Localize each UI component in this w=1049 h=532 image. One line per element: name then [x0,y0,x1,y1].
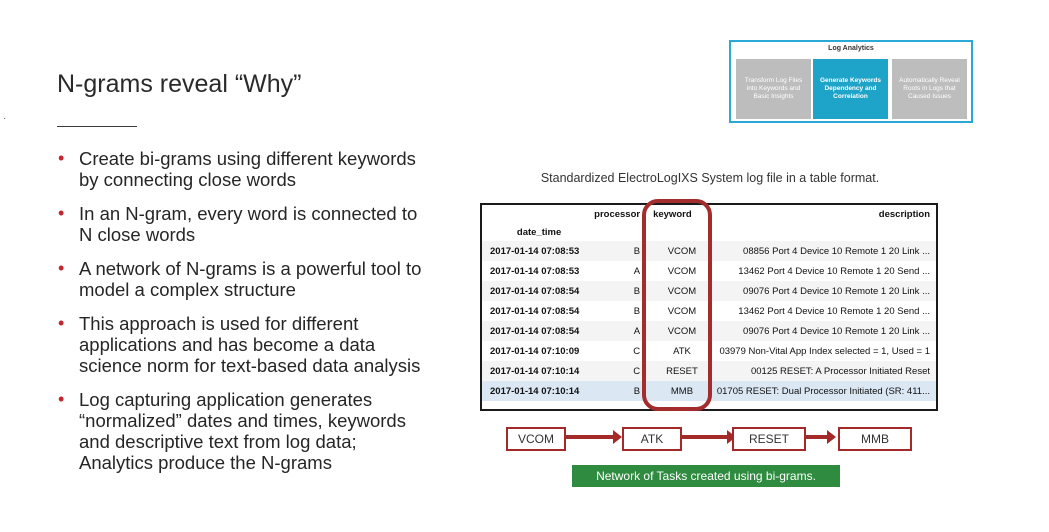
cell-description: 03979 Non-Vital App Index selected = 1, Used = 1 [719,345,930,357]
bullet-item [58,148,478,190]
cell-processor: A [633,265,641,277]
cell-description: 00125 RESET: A Processor Initiated Reset [714,361,936,381]
cell-processor: B [591,241,643,261]
cell-description: 09076 Port 4 Device 10 Remote 1 20 Link ... [714,321,936,341]
log-table-frame [480,203,938,411]
header-blank [591,223,643,241]
title-underline [57,126,137,127]
cell-processor: B [591,381,643,401]
cell-date-time: 2017-01-14 07:08:54 [482,321,591,341]
bullet-list [58,148,478,486]
cell-date-time: 2017-01-14 07:10:14 [482,361,591,381]
cell-date-time: 2017-01-14 07:10:14 [482,381,591,401]
table-row[interactable] [482,301,936,321]
cell-keyword: ATK [673,345,691,357]
bullet-text: A network of N-grams is a powerful tool to model a complex structure [79,258,422,300]
log-analytics-step-transform: Transform Log Files into Keywords and Basic Insights [736,59,811,119]
header-keyword: keyword [653,208,692,220]
cell-processor: B [591,281,643,301]
bullet-dot-icon: • [58,313,65,333]
table-row[interactable] [482,321,936,341]
cell-date-time: 2017-01-14 07:08:53 [482,241,591,261]
cell-keyword: RESET [643,361,714,381]
log-analytics-title: Log Analytics [828,45,874,52]
header-spacer [482,205,591,223]
table-row[interactable] [482,361,936,381]
network-node-vcom: VCOM [506,427,566,451]
table-index-header-row [482,223,936,241]
cell-keyword: MMB [643,381,714,401]
bullet-dot-icon: • [58,203,65,223]
header-blank [714,223,936,241]
table-caption: Standardized ElectroLogIXS System log file in a table format. [540,171,880,185]
cell-keyword: VCOM [667,265,697,277]
network-node-mmb: MMB [838,427,912,451]
table-row[interactable] [482,241,936,261]
cell-date-time: 2017-01-14 07:08:54 [490,305,580,317]
cell-date-time: 2017-01-14 07:10:09 [490,345,580,357]
header-description: description [878,208,930,220]
network-caption: Network of Tasks created using bi-grams. [572,465,840,487]
table-row[interactable] [482,261,936,281]
cell-date-time: 2017-01-14 07:08:54 [482,281,591,301]
bullet-item [58,313,478,376]
cell-description: 01705 RESET: Dual Processor Initiated (SR: 411... [714,381,936,401]
cell-processor: C [591,361,643,381]
cell-keyword: VCOM [643,281,714,301]
table-body [482,241,936,401]
cell-keyword: VCOM [643,321,714,341]
cell-date-time: 2017-01-14 07:08:53 [490,265,580,277]
header-processor: processor [594,208,641,220]
log-analytics-step-generate: Generate Keywords Dependency and Correlation [813,59,888,119]
bullet-dot-icon: • [58,389,65,409]
slide-title: N-grams reveal “Why” [57,70,302,98]
network-arrow-icon [806,435,828,439]
table-row[interactable] [482,381,936,401]
header-date-time: date_time [516,226,562,238]
log-analytics-panel [729,40,973,123]
network-arrow-icon [682,435,728,439]
bullet-text: Create bi-grams using different keywords by connecting close words [79,148,416,190]
bullet-item [58,203,478,245]
bullet-item [58,389,478,473]
header-blank [643,223,714,241]
cell-keyword: VCOM [667,305,697,317]
network-node-reset: RESET [732,427,806,451]
table-row[interactable] [482,281,936,301]
cell-description: 08856 Port 4 Device 10 Remote 1 20 Link ... [714,241,936,261]
bullet-dot-icon: • [58,258,65,278]
bullet-text: Log capturing application generates “normalized” dates and times, keywords and descriptive text from log data; Analytics produce the N-grams [79,389,406,473]
cell-description: 13462 Port 4 Device 10 Remote 1 20 Send ... [738,265,930,277]
network-node-atk: ATK [622,427,682,451]
table-header-row [482,205,936,223]
bullet-item [58,258,478,300]
cell-processor: A [591,321,643,341]
cell-processor: C [633,345,641,357]
network-arrow-icon [566,435,614,439]
table-row[interactable] [482,341,936,361]
bullet-text: This approach is used for different applications and has become a data science norm for text-based data analysis [79,313,421,376]
log-analytics-step-reveal: Automatically Reveal Roots in Logs that Caused Issues [892,59,967,119]
cell-keyword: VCOM [643,241,714,261]
cell-description: 09076 Port 4 Device 10 Remote 1 20 Link ... [714,281,936,301]
bullet-dot-icon: • [58,148,65,168]
cell-processor: B [633,305,641,317]
edge-mark: · [3,113,7,124]
bullet-text: In an N-gram, every word is connected to N close words [79,203,418,245]
cell-description: 13462 Port 4 Device 10 Remote 1 20 Send ... [738,305,930,317]
log-table [482,205,936,401]
